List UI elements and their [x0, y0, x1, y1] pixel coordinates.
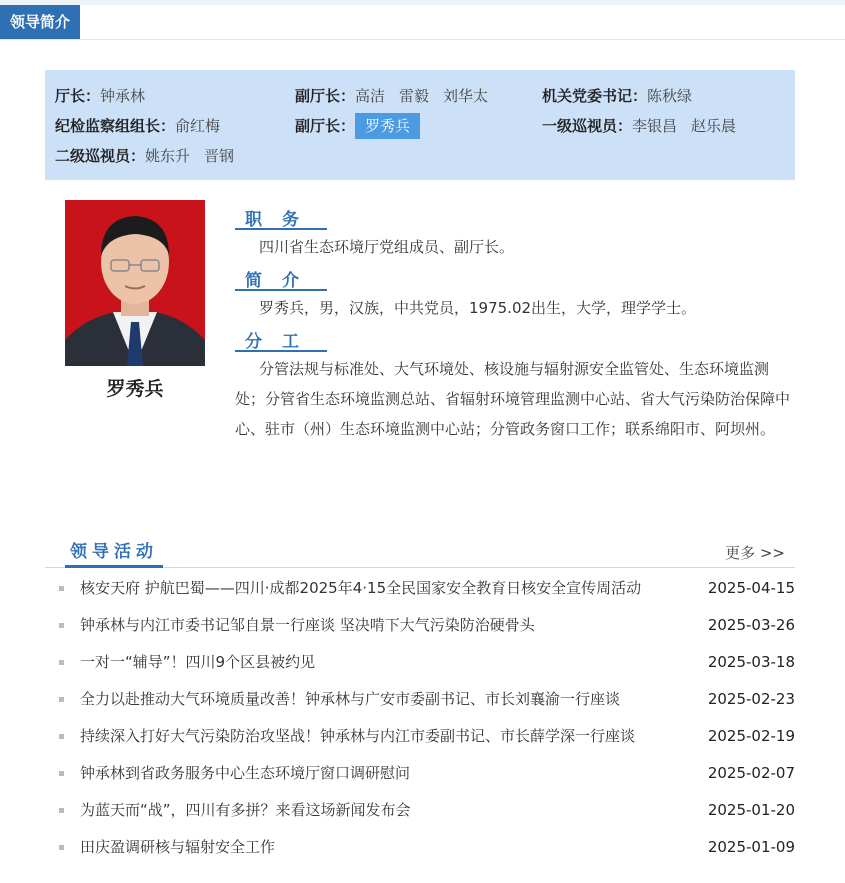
leader-title: 机关党委书记： — [542, 87, 648, 105]
leaders-panel — [45, 70, 795, 180]
section-header — [0, 0, 845, 40]
bullet-icon — [59, 586, 64, 591]
activity-title[interactable]: 全力以赴推动大气环境质量改善！钟承林与广安市委副书记、市长刘襄渝一行座谈 — [80, 690, 621, 708]
activity-title[interactable]: 为蓝天而“战”，四川有多拼？来看这场新闻发布会 — [80, 801, 411, 819]
activity-date: 2025-02-07 — [707, 764, 795, 782]
leader-title: 一级巡视员： — [542, 117, 633, 135]
leader-title: 副厅长： — [295, 87, 356, 105]
duty-heading — [235, 324, 327, 352]
leader-link[interactable]: 陈秋绿 — [647, 87, 693, 105]
bullet-icon — [59, 660, 64, 665]
bullet-icon — [59, 808, 64, 813]
activity-date: 2025-02-23 — [707, 690, 795, 708]
activity-item[interactable] — [45, 681, 795, 718]
activity-item[interactable] — [45, 607, 795, 644]
activity-date: 2025-03-26 — [707, 616, 795, 634]
leader-link[interactable]: 高洁 — [355, 87, 386, 105]
bullet-icon — [59, 623, 64, 628]
activities-list — [45, 570, 795, 866]
portrait-image — [65, 200, 205, 366]
position-heading — [235, 202, 327, 230]
activities-title: 领导活动 — [65, 538, 163, 568]
leader-link[interactable]: 姚东升 — [145, 147, 191, 165]
leaders-intro-tab[interactable]: 领导简介 — [0, 5, 80, 39]
activity-item[interactable] — [45, 718, 795, 755]
activity-title[interactable]: 一对一“辅导”！四川9个区县被约见 — [80, 653, 316, 671]
intro-heading-label: 简介 — [245, 271, 319, 291]
leader-link[interactable]: 赵乐晨 — [691, 117, 737, 135]
activity-title[interactable]: 钟承林到省政务服务中心生态环境厅窗口调研慰问 — [80, 764, 411, 782]
activity-date: 2025-02-19 — [707, 727, 795, 745]
leader-title: 副厅长： — [295, 117, 356, 135]
position-text: 四川省生态环境厅党组成员、副厅长。 — [259, 238, 515, 256]
activity-date: 2025-01-09 — [707, 838, 795, 856]
duty-heading-label: 分工 — [245, 332, 319, 352]
bullet-icon — [59, 845, 64, 850]
leader-link[interactable]: 雷毅 — [399, 87, 430, 105]
activity-date: 2025-04-15 — [707, 579, 795, 597]
bullet-icon — [59, 734, 64, 739]
leader-photo — [65, 200, 205, 366]
activity-item[interactable] — [45, 644, 795, 681]
leader-name: 罗秀兵 — [106, 378, 164, 400]
leader-link[interactable]: 李银昌 — [632, 117, 678, 135]
activity-item[interactable] — [45, 755, 795, 792]
header-strip — [0, 0, 845, 5]
leader-link[interactable]: 钟承林 — [100, 87, 146, 105]
leader-title: 二级巡视员： — [55, 147, 146, 165]
more-link[interactable]: 更多 >> — [725, 544, 785, 562]
activity-item[interactable] — [45, 829, 795, 866]
activity-date: 2025-03-18 — [707, 653, 795, 671]
leader-link[interactable]: 俞红梅 — [175, 117, 221, 135]
activity-title[interactable]: 核安天府 护航巴蜀——四川·成都2025年4·15全民国家安全教育日核安全宣传周活动 — [80, 579, 642, 597]
activity-date: 2025-01-20 — [707, 801, 795, 819]
leader-link[interactable]: 刘华太 — [443, 87, 489, 105]
intro-heading — [235, 263, 327, 291]
bullet-icon — [59, 697, 64, 702]
bullet-icon — [59, 771, 64, 776]
leader-title: 厅长： — [55, 87, 101, 105]
activity-item[interactable] — [45, 570, 795, 607]
activity-title[interactable]: 田庆盈调研核与辐射安全工作 — [80, 838, 276, 856]
leader-link[interactable]: 晋钢 — [204, 147, 235, 165]
intro-text: 罗秀兵，男，汉族，中共党员，1975.02出生，大学，理学学士。 — [259, 299, 697, 317]
duty-text: 分管法规与标准处、大气环境处、核设施与辐射源安全监管处、生态环境监测处；分管省生态环境监测总站、省辐射环境管理监测中心站、省大气污染防治保障中心、驻市（州）生态环境监测中心站；分管政务窗口工作；联系绵阳市、阿坝州。 — [235, 360, 791, 438]
activity-title[interactable]: 持续深入打好大气污染防治攻坚战！钟承林与内江市委副书记、市长薛学深一行座谈 — [80, 727, 636, 745]
activity-title[interactable]: 钟承林与内江市委书记邹自景一行座谈 坚决啃下大气污染防治硬骨头 — [80, 616, 535, 634]
leader-title: 纪检监察组组长： — [55, 117, 176, 135]
leader-link-selected[interactable]: 罗秀兵 — [355, 113, 420, 139]
position-heading-label: 职务 — [245, 210, 319, 230]
activity-item[interactable] — [45, 792, 795, 829]
activities-header — [45, 538, 795, 568]
